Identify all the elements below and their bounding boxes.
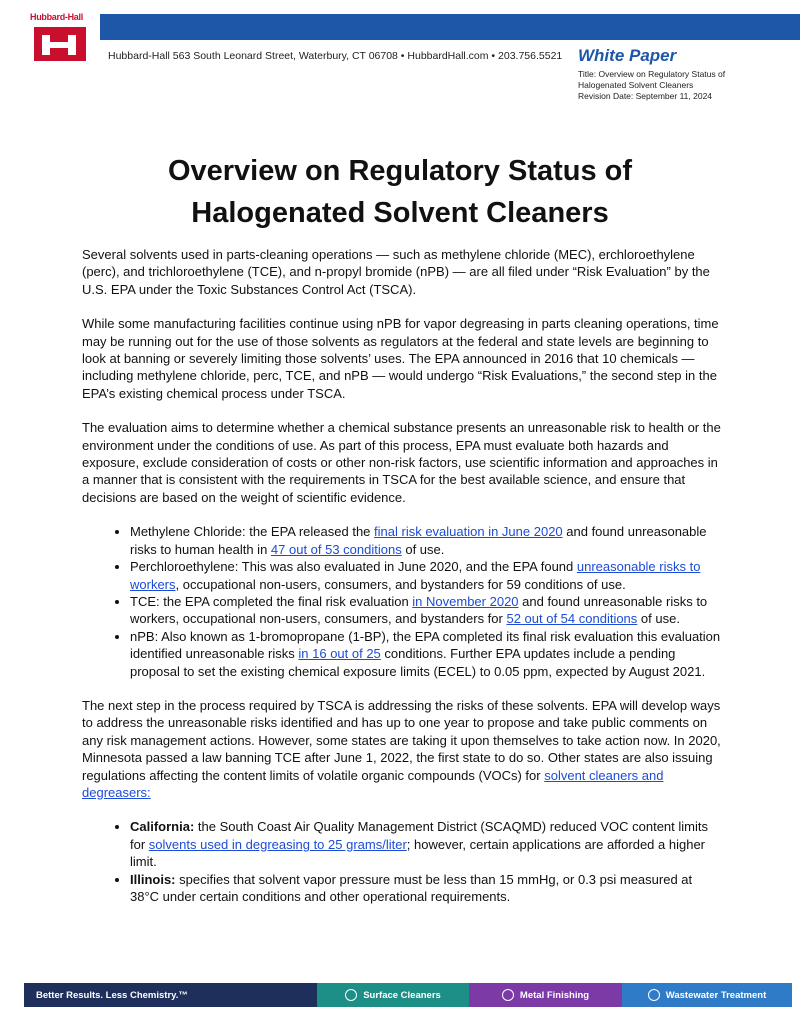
paragraph-next-step: The next step in the process required by TSCA is addressing the risks of these solvents. EPA will develop ways to address the unreasonable risks identified and has up to one year to propose and take public comments on any risk management actions. However, some states are taking it upon themselves to take action now. In 2020, Minnesota passed a law banning TCE after June 1, 2022, the first state to do so. Other states are also issuing regulations affecting the content limits of volatile organic compounds (VOCs) for solvent cleaners and degreasers: [82,697,721,800]
header-bar [28,14,800,40]
footer-surface-cleaners: Surface Cleaners [317,983,469,1007]
list-item-npb: • nPB: Also known as 1-bromopropane (1-BP), the EPA completed its final risk evaluation this evaluation identified unreasonable risks in 16 out of 25 conditions. Further EPA updates include a pending proposal to set the existing chemical exposure limits (ECEL) to 0.05 ppm, expected by August 2021. [130,628,722,680]
footer-metal-finishing: Metal Finishing [469,983,622,1007]
list-item-illinois: • Illinois: specifies that solvent vapor pressure must be less than 15 mmHg, or 0.3 psi measured at 38°C under certain conditions and other operational requirements. [130,871,722,906]
title-line-1: Overview on Regulatory Status of [167,155,633,187]
title-line-2: Halogenated Solvent Cleaners [191,197,609,229]
footer-banner [24,983,792,1007]
company-address: Hubbard-Hall 563 South Leonard Street, Waterbury, CT 06708 • HubbardHall.com • 203.756.5521 [108,50,563,62]
page-title [80,150,720,234]
link-final-risk-evaluation[interactable]: final risk evaluation in June 2020 [374,524,563,540]
footer-wastewater-treatment: Wastewater Treatment [622,983,792,1007]
logo-mark [34,27,86,61]
list-item-california: • California: the South Coast Air Quality Management District (SCAQMD) reduced VOC content limits for solvents used in degreasing to 25 grams/liter; however, certain applications are afforded a higher limit. [130,818,722,870]
meta-title: Title: Overview on Regulatory Status of [578,69,726,79]
paragraph-npb: While some manufacturing facilities continue using nPB for vapor degreasing in parts cleaning operations, time may be running out for the use of those solvents as regulators at the federal and state levels are beginning to look at banning or severely limiting those solvents’ uses. The EPA announced in 2016 that 10 chemicals — including methylene chloride, perc, TCE, and nPB — would undergo “Risk Evaluations,” the second step in the EPA’s existing chemical process under TSCA. [82,316,719,401]
logo-text: Hubbard-Hall [30,12,83,22]
link-16-of-25[interactable]: in 16 out of 25 [298,646,381,662]
document-meta [578,69,725,102]
footer-tagline: Better Results. Less Chemistry.™ [24,983,317,1007]
link-solvent-cleaners[interactable]: solvent cleaners and degreasers: [82,767,664,800]
paragraph-intro: Several solvents used in parts-cleaning operations — such as methylene chloride (MEC), erchloroethylene (perc), and trichloroethylene (TCE), and n-propyl bromide (nPB) — are all filed under “Risk Evaluation” by the U.S. EPA under the Toxic Substances Control Act (TSCA). [82,247,710,297]
link-47-of-53[interactable]: 47 out of 53 conditions [270,541,402,557]
list-item-tce: • TCE: the EPA completed the final risk evaluation in November 2020 and found unreasonable risks to workers, occupational non-users, consumers, and bystanders for 52 out of 54 conditions of use. [130,593,722,628]
meta-title-cont: Halogenated Solvent Cleaners [578,80,694,90]
solvent-list [82,523,722,680]
hubbard-hall-logo [26,10,100,66]
paragraph-evaluation: The evaluation aims to determine whether a chemical substance presents an unreasonable risk to health or the environment under the conditions of use. As part of this process, EPA must evaluate both hazards and exposure, exclude consideration of costs or other non-risk factors, use scientific information and approaches in a manner that is consistent with the requirements in TSCA for the best available science, and ensure that decisions are based on the weight of scientific evidence. [82,420,721,505]
link-52-of-54[interactable]: 52 out of 54 conditions [506,611,638,627]
link-degreasing-25gl[interactable]: solvents used in degreasing to 25 grams/liter [148,836,407,852]
link-unreasonable-risks[interactable]: unreasonable risks to workers [130,559,701,592]
document-body [82,246,722,922]
metal-finishing-icon [502,989,514,1001]
list-item-methylene-chloride: • Methylene Chloride: the EPA released the final risk evaluation in June 2020 and found unreasonable risks to human health in 47 out of 53 conditions of use. [130,523,722,558]
surface-cleaners-icon [345,989,357,1001]
meta-revision-date: Revision Date: September 11, 2024 [578,91,713,101]
wastewater-droplet-icon [648,989,660,1001]
link-november-2020[interactable]: in November 2020 [412,593,519,609]
list-item-perchloroethylene: • Perchloroethylene: This was also evaluated in June 2020, and the EPA found unreasonable risks to workers, occupational non-users, consumers, and bystanders for 59 conditions of use. [130,558,722,593]
state-list [82,818,722,905]
document-type: White Paper [578,46,677,65]
